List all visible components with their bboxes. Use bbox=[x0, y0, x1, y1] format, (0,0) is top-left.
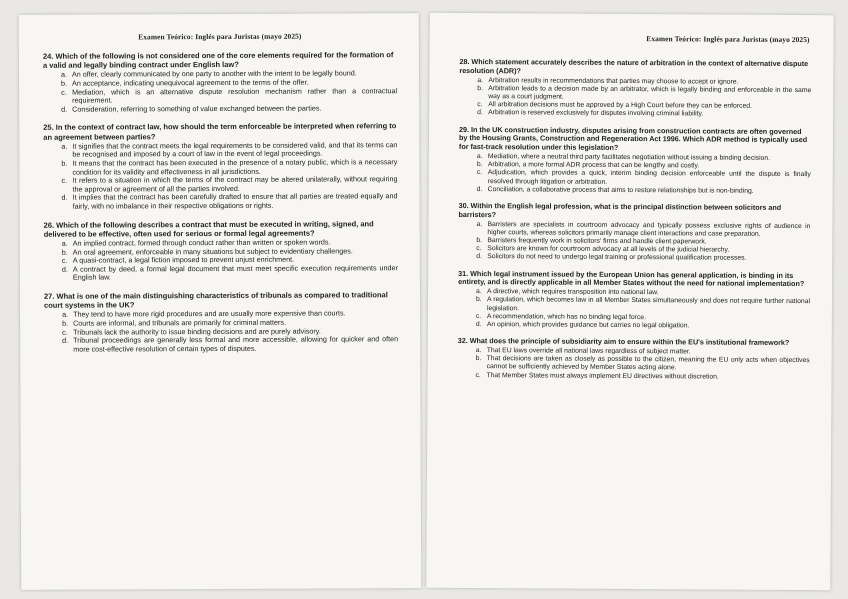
option-text: That decisions are taken as closely as possible to the citizen, meaning the EU only acts when objectives cannot be sufficiently achieved by Member States acting alone. bbox=[486, 355, 810, 372]
answer-option bbox=[477, 85, 811, 103]
option-letter: a. bbox=[61, 238, 68, 248]
answer-options bbox=[44, 310, 398, 355]
option-text: An implied contract, formed through conduct rather than written or spoken words. bbox=[72, 237, 331, 248]
option-text: It implies that the contract has been carefully drafted to ensure that all parties are treated equally and fairly, with no imbalance in their respective obligations or rights. bbox=[72, 191, 398, 211]
question-list bbox=[458, 58, 812, 382]
answer-option bbox=[62, 264, 398, 283]
option-letter: b. bbox=[61, 78, 68, 88]
option-letter: c. bbox=[475, 312, 482, 320]
option-letter: c. bbox=[61, 87, 67, 97]
question-block bbox=[44, 290, 398, 354]
option-letter: a. bbox=[476, 153, 483, 161]
answer-option bbox=[62, 193, 398, 212]
option-text: A recommendation, which has no binding legal force. bbox=[486, 312, 647, 321]
option-letter: b. bbox=[61, 247, 68, 257]
option-text: Mediation, which is an alternative dispute resolution mechanism rather than a contractual requirement. bbox=[72, 85, 398, 105]
answer-options bbox=[44, 238, 398, 283]
answer-options bbox=[458, 347, 810, 382]
question-list bbox=[43, 50, 398, 354]
question-block bbox=[44, 219, 398, 283]
option-text: Arbitration is reserved exclusively for disputes involving criminal liability. bbox=[488, 109, 704, 118]
option-letter: c. bbox=[61, 175, 68, 185]
answer-options bbox=[459, 77, 811, 120]
question-text: 32. What does the principle of subsidiarity aim to ensure within the EU's institutional framework? bbox=[457, 336, 790, 348]
option-text: Tribunal proceedings are generally less formal and more accessible, allowing for quicker and often more cost-effective resolution of certain types of disputes. bbox=[73, 334, 399, 354]
option-text: An opinion, which provides guidance but carries no legal obligation. bbox=[486, 321, 690, 330]
answer-options bbox=[43, 141, 397, 211]
option-letter: a. bbox=[60, 70, 68, 80]
answer-option bbox=[61, 104, 397, 114]
option-text: It means that the contract has been executed in the presence of a notary public, which is a necessary condition for its validity and effectiveness in all jurisdictions. bbox=[72, 157, 398, 177]
option-letter: d. bbox=[476, 253, 482, 261]
question-text: 24. Which of the following is not considered one of the core elements required for the formation of a valid and legally binding contract under English law? bbox=[42, 50, 394, 70]
option-letter: a. bbox=[61, 141, 68, 151]
question-text: 28. Which statement accurately describes the nature of arbitration in the context of alternative dispute resolution (ADR)? bbox=[459, 56, 809, 76]
page-header: Examen Teórico: Inglés para Juristas (mayo 2025) bbox=[138, 31, 302, 42]
question-block bbox=[43, 50, 397, 114]
answer-option bbox=[476, 321, 810, 331]
option-letter: b. bbox=[476, 237, 483, 245]
answer-option bbox=[476, 296, 810, 314]
option-letter: b. bbox=[477, 84, 483, 92]
option-text: Arbitration, a more formal ADR process that can be lengthy and costly. bbox=[487, 161, 700, 170]
answer-options bbox=[458, 221, 810, 264]
option-text: Tribunals lack the authority to issue binding decisions and are purely advisory. bbox=[73, 326, 321, 337]
option-letter: a. bbox=[477, 76, 484, 84]
option-letter: c. bbox=[61, 255, 68, 265]
exam-page-left bbox=[19, 13, 422, 590]
option-text: That EU laws override all national laws regardless of subject matter. bbox=[486, 347, 691, 356]
option-text: An offer, clearly communicated by one party to another with the intent to be legally bound. bbox=[71, 68, 357, 80]
answer-option bbox=[477, 186, 811, 196]
option-letter: a. bbox=[476, 288, 482, 296]
option-letter: b. bbox=[62, 318, 69, 328]
option-text: Courts are informal, and tribunals are primarily for criminal matters. bbox=[73, 317, 287, 328]
question-text: 26. Which of the following describes a contract that must be executed in writing, signed, and delivered to be effective, often used for serious or formal legal agreements? bbox=[43, 218, 374, 239]
option-letter: c. bbox=[476, 169, 483, 177]
option-letter: d. bbox=[62, 335, 69, 345]
answer-option bbox=[476, 221, 810, 239]
option-letter: c. bbox=[475, 371, 481, 379]
option-letter: d. bbox=[61, 193, 68, 203]
option-text: A contract by deed, a formal legal document that must meet specific execution requirements under English law. bbox=[72, 262, 398, 282]
option-text: Mediation, where a neutral third party facilitates negotiation without issuing a binding decision. bbox=[487, 153, 771, 162]
option-letter: b. bbox=[476, 161, 483, 169]
option-text: Adjudication, which provides a quick, interim binding decision enforceable until the dispute is finally resolved through litigation or arbitration. bbox=[487, 169, 811, 186]
option-text: Arbitration results in recommendations that parties may choose to accept or ignore. bbox=[488, 76, 739, 86]
option-letter: b. bbox=[475, 296, 482, 304]
exam-page-right bbox=[426, 13, 834, 590]
question-block bbox=[458, 270, 810, 332]
answer-option bbox=[61, 87, 397, 106]
option-text: Conciliation, a collaborative process that aims to restore relationships but is non-binding. bbox=[487, 185, 754, 195]
option-letter: b. bbox=[475, 355, 482, 363]
option-text: Consideration, referring to something of value exchanged between the parties. bbox=[72, 103, 322, 114]
answer-option bbox=[477, 169, 811, 187]
question-text: 27. What is one of the main distinguishing characteristics of tribunals as compared to traditional court systems in the UK? bbox=[43, 290, 388, 310]
option-text: That Member States must always implement EU directives without discretion. bbox=[486, 371, 719, 381]
answer-option bbox=[476, 355, 810, 373]
option-text: Barristers are specialists in courtroom advocacy and typically possess exclusive rights of audience in higher courts, whereas solicitors primarily manage client interactions and case preparation. bbox=[487, 220, 811, 238]
question-block bbox=[459, 126, 811, 197]
option-letter: a. bbox=[62, 309, 69, 320]
question-text: 29. In the UK construction industry, disputes arising from construction contracts are often governed by the Housing Grants, Construction and Regeneration Act 1996. Which ADR method is typically used for fast-track resolution under this legislation? bbox=[458, 124, 808, 153]
option-letter: a. bbox=[475, 347, 482, 355]
page-header: Examen Teórico: Inglés para Juristas (mayo 2025) bbox=[646, 34, 810, 45]
option-text: Barristers frequently work in solicitors' firms and handle client paperwork. bbox=[487, 237, 707, 246]
option-text: Solicitors are known for courtroom advocacy at all levels of the judicial hierarchy. bbox=[487, 245, 730, 254]
option-text: It signifies that the contract meets the legal requirements to be considered valid, and that its terms can be recognised and imposed by a court of law in the event of legal proceedings. bbox=[72, 140, 398, 160]
answer-option bbox=[477, 109, 811, 119]
option-text: It refers to a situation in which the terms of the contract may be altered unilaterally, without requiring the approval or agreement of all the parties involved. bbox=[72, 174, 398, 194]
option-text: An oral agreement, enforceable in many situations but subject to evidentiary challenges. bbox=[72, 245, 353, 257]
answer-option bbox=[476, 372, 810, 382]
option-text: All arbitration decisions must be approved by a High Court before they can be enforced. bbox=[488, 101, 752, 110]
answer-options bbox=[459, 153, 811, 196]
option-letter: d. bbox=[61, 264, 68, 274]
option-letter: c. bbox=[477, 101, 483, 109]
question-text: 31. Which legal instrument issued by the European Union has general application, is binding in its entirety, and is directly applicable in all Member States without the need for national implementation? bbox=[458, 268, 805, 289]
option-text: An acceptance, indicating unequivocal agreement to the terms of the offer. bbox=[72, 77, 309, 88]
question-block bbox=[43, 122, 397, 212]
option-letter: d. bbox=[61, 104, 68, 114]
question-block bbox=[458, 337, 810, 382]
answer-option bbox=[476, 253, 810, 263]
answer-options bbox=[43, 70, 397, 115]
option-letter: c. bbox=[62, 327, 68, 337]
option-letter: a. bbox=[476, 220, 483, 228]
question-text: 25. In the context of contract law, how should the term enforceable be interpreted when referring to an agreement between parties? bbox=[43, 121, 397, 142]
question-block bbox=[458, 202, 810, 264]
option-text: A directive, which requires transposition into national law. bbox=[487, 288, 659, 297]
option-text: Arbitration leads to a decision made by an arbitrator, which is legally binding and enforceable in the same way as a court judgment. bbox=[488, 84, 812, 101]
option-letter: d. bbox=[477, 109, 483, 117]
option-text: Solicitors do not need to undergo legal training or professional qualification processes. bbox=[487, 253, 747, 263]
question-text: 30. Within the English legal profession, what is the principal distinction between solicitors and barristers? bbox=[458, 200, 782, 219]
option-letter: b. bbox=[61, 158, 68, 168]
option-letter: c. bbox=[476, 245, 482, 253]
question-block bbox=[459, 58, 811, 120]
option-text: A regulation, which becomes law in all Member States simultaneously and does not require further national legislation. bbox=[486, 296, 811, 312]
option-text: A quasi-contract, a legal fiction imposed to prevent unjust enrichment. bbox=[72, 254, 295, 265]
answer-option bbox=[62, 335, 398, 354]
option-letter: d. bbox=[476, 185, 483, 193]
option-letter: d. bbox=[475, 321, 482, 329]
answer-options bbox=[458, 288, 810, 331]
option-text: They tend to have more rigid procedures and are usually more expensive than courts. bbox=[73, 308, 346, 319]
